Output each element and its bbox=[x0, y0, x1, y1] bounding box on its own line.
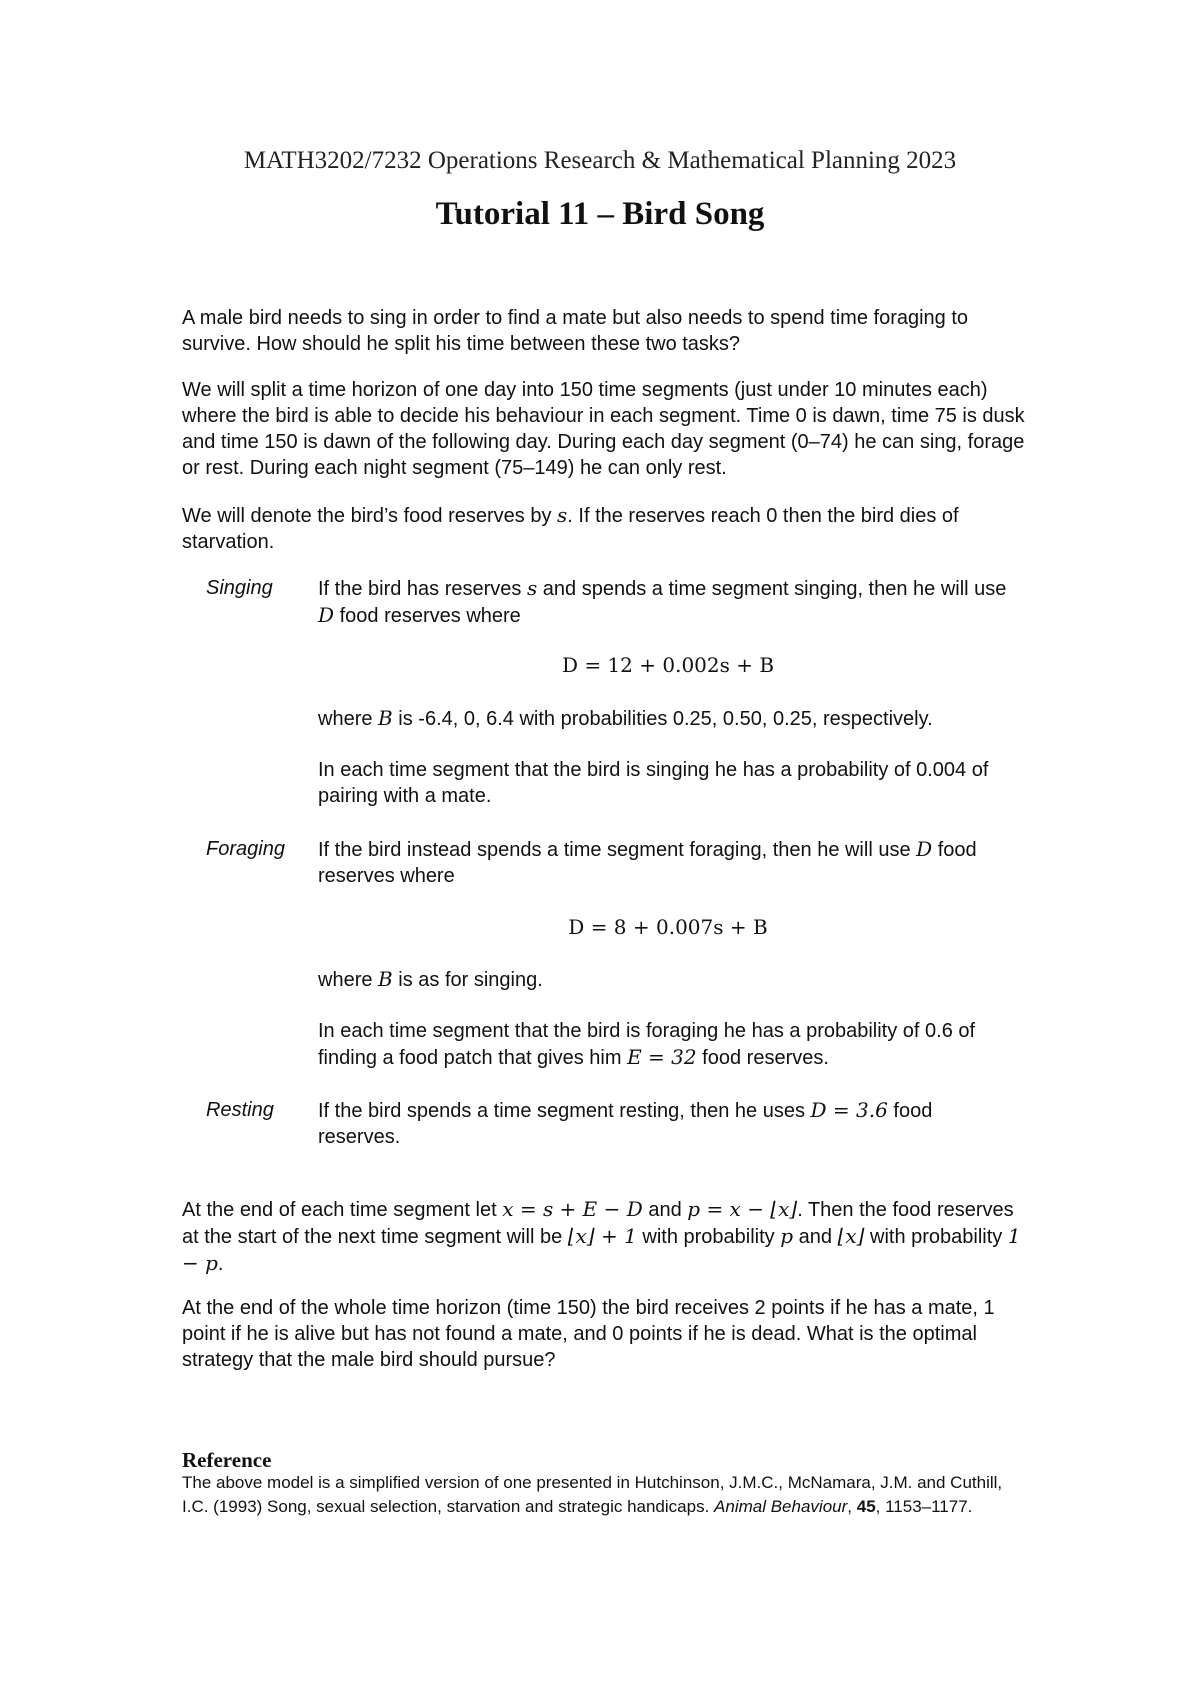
foraging-text-1: If the bird instead spends a time segment foraging, then he will use D food reserves where bbox=[318, 837, 977, 887]
foraging-text-2: where B is as for singing. bbox=[318, 967, 543, 991]
intro-paragraph-1: A male bird needs to sing in order to find a mate but also needs to spend time foraging to survive. How should he split his time between these two tasks? bbox=[182, 307, 969, 355]
singing-text-2: where B is -6.4, 0, 6.4 with probabilities 0.25, 0.50, 0.25, respectively. bbox=[318, 706, 933, 730]
singing-equation: D = 12 + 0.002s + B bbox=[561, 653, 775, 677]
end-horizon-paragraph: At the end of the whole time horizon (time 150) the bird receives 2 points if he has a mate, 1 point if he is alive but has not found a mate, and 0 points if he is dead. What is the optimal strategy that the male bird should pursue? bbox=[182, 1297, 995, 1371]
section-label-resting: Resting bbox=[206, 1099, 274, 1121]
course-header: MATH3202/7232 Operations Research & Mathematical Planning 2023 bbox=[243, 147, 957, 174]
page-title: Tutorial 11 – Bird Song bbox=[435, 196, 765, 232]
reference-text: The above model is a simplified version of one presented in Hutchinson, J.M.C., McNamara, J.M. and Cuthill, I.C. (1993) Song, sexual selection, starvation and strategic handicaps. Animal Behaviour, 45, 1153–1177. bbox=[182, 1473, 1003, 1516]
foraging-text-3: In each time segment that the bird is foraging he has a probability of 0.6 of finding a food patch that gives him E = 32 food reserves. bbox=[318, 1020, 976, 1069]
intro-paragraph-3: We will denote the bird’s food reserves by s. If the reserves reach 0 then the bird dies of starvation. bbox=[182, 503, 959, 553]
foraging-equation: D = 8 + 0.007s + B bbox=[568, 915, 768, 939]
singing-text-1: If the bird has reserves s and spends a time segment singing, then he will use D food reserves where bbox=[318, 576, 1007, 627]
intro-paragraph-2: We will split a time horizon of one day into 150 time segments (just under 10 minutes each) where the bird is able to decide his behaviour in each segment. Time 0 is dawn, time 75 is dusk and time 150 is dawn of the following day. During each day segment (0–74) he can sing, forage or rest. During each night segment (75–149) he can only rest. bbox=[182, 379, 1025, 479]
section-label-singing: Singing bbox=[206, 577, 273, 599]
section-label-foraging: Foraging bbox=[206, 838, 285, 860]
journal-name: Animal Behaviour bbox=[714, 1497, 848, 1516]
singing-text-3: In each time segment that the bird is singing he has a probability of 0.004 of pairing with a mate. bbox=[318, 759, 989, 807]
resting-text: If the bird spends a time segment resting, then he uses D = 3.6 food reserves. bbox=[318, 1098, 933, 1148]
end-segment-paragraph: At the end of each time segment let x = s + E − D and p = x − ⌊x⌋. Then the food reserves at the start of the next time segment will be ⌊x⌋ + 1 with probability p and ⌊x⌋ with probability 1 − p. bbox=[182, 1197, 1021, 1275]
journal-volume: 45 bbox=[856, 1497, 876, 1516]
reference-heading: Reference bbox=[182, 1448, 272, 1472]
